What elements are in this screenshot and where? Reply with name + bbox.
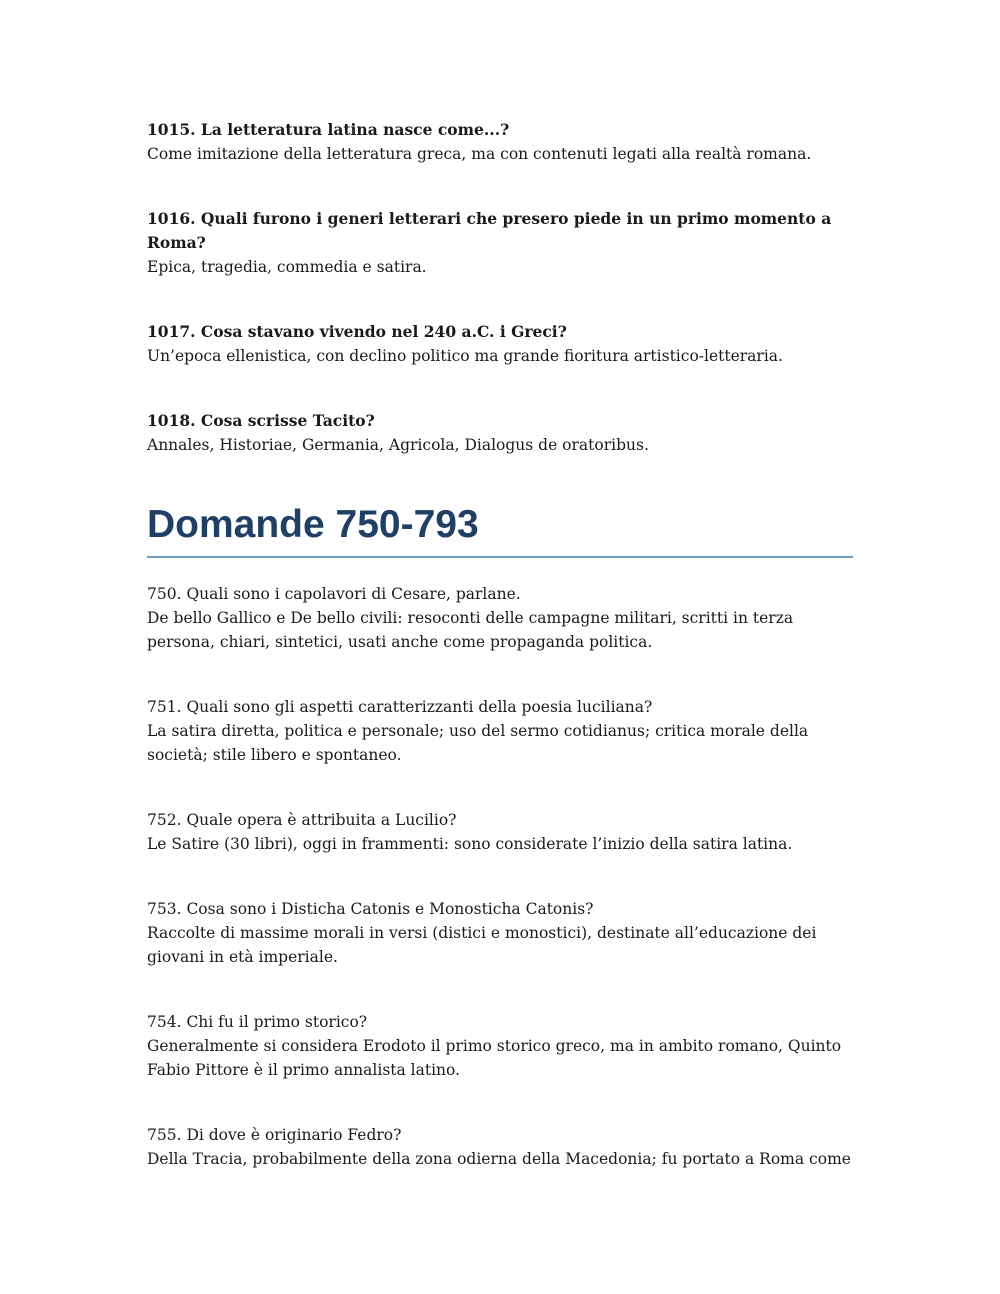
question-text: 751. Quali sono gli aspetti caratterizzanti della poesia luciliana? — [147, 698, 653, 716]
qa-item — [147, 695, 853, 767]
answer-text: La satira diretta, politica e personale; uso del sermo cotidianus; critica morale della società; stile libero e spontaneo. — [147, 722, 809, 764]
section-questions-750-793 — [147, 582, 853, 1171]
answer-text: Epica, tragedia, commedia e satira. — [147, 258, 427, 276]
question-text: 753. Cosa sono i Disticha Catonis e Monosticha Catonis? — [147, 900, 594, 918]
qa-item — [147, 409, 853, 457]
question-text: 750. Quali sono i capolavori di Cesare, parlane. — [147, 585, 521, 603]
answer-text: De bello Gallico e De bello civili: resoconti delle campagne militari, scritti in terza persona, chiari, sintetici, usati anche come propaganda politica. — [147, 609, 794, 651]
section-questions-1015-1018 — [147, 118, 853, 457]
answer-text: Annales, Historiae, Germania, Agricola, Dialogus de oratoribus. — [147, 436, 649, 454]
qa-item — [147, 897, 853, 969]
section-heading: Domande 750-793 — [147, 498, 853, 558]
qa-item — [147, 207, 853, 279]
qa-item — [147, 320, 853, 368]
question-text: 1017. Cosa stavano vivendo nel 240 a.C. i Greci? — [147, 322, 567, 341]
question-text: 752. Quale opera è attribuita a Lucilio? — [147, 811, 457, 829]
answer-text: Raccolte di massime morali in versi (distici e monostici), destinate all’educazione dei giovani in età imperiale. — [147, 924, 817, 966]
question-text: 1015. La letteratura latina nasce come...? — [147, 120, 510, 139]
answer-text: Generalmente si considera Erodoto il primo storico greco, ma in ambito romano, Quinto Fabio Pittore è il primo annalista latino. — [147, 1037, 842, 1079]
question-text: 754. Chi fu il primo storico? — [147, 1013, 368, 1031]
answer-text: Della Tracia, probabilmente della zona odierna della Macedonia; fu portato a Roma come — [147, 1150, 851, 1168]
question-text: 1018. Cosa scrisse Tacito? — [147, 411, 375, 430]
qa-item — [147, 808, 853, 856]
answer-text: Un’epoca ellenistica, con declino politico ma grande fioritura artistico-letteraria. — [147, 347, 783, 365]
answer-text: Come imitazione della letteratura greca, ma con contenuti legati alla realtà romana. — [147, 145, 812, 163]
qa-item — [147, 582, 853, 654]
qa-item — [147, 118, 853, 166]
question-text: 755. Di dove è originario Fedro? — [147, 1126, 402, 1144]
qa-item — [147, 1123, 853, 1171]
answer-text: Le Satire (30 libri), oggi in frammenti: sono considerate l’inizio della satira latina. — [147, 835, 793, 853]
document-page — [147, 118, 853, 1212]
qa-item — [147, 1010, 853, 1082]
question-text: 1016. Quali furono i generi letterari che presero piede in un primo momento a Roma? — [147, 209, 832, 252]
